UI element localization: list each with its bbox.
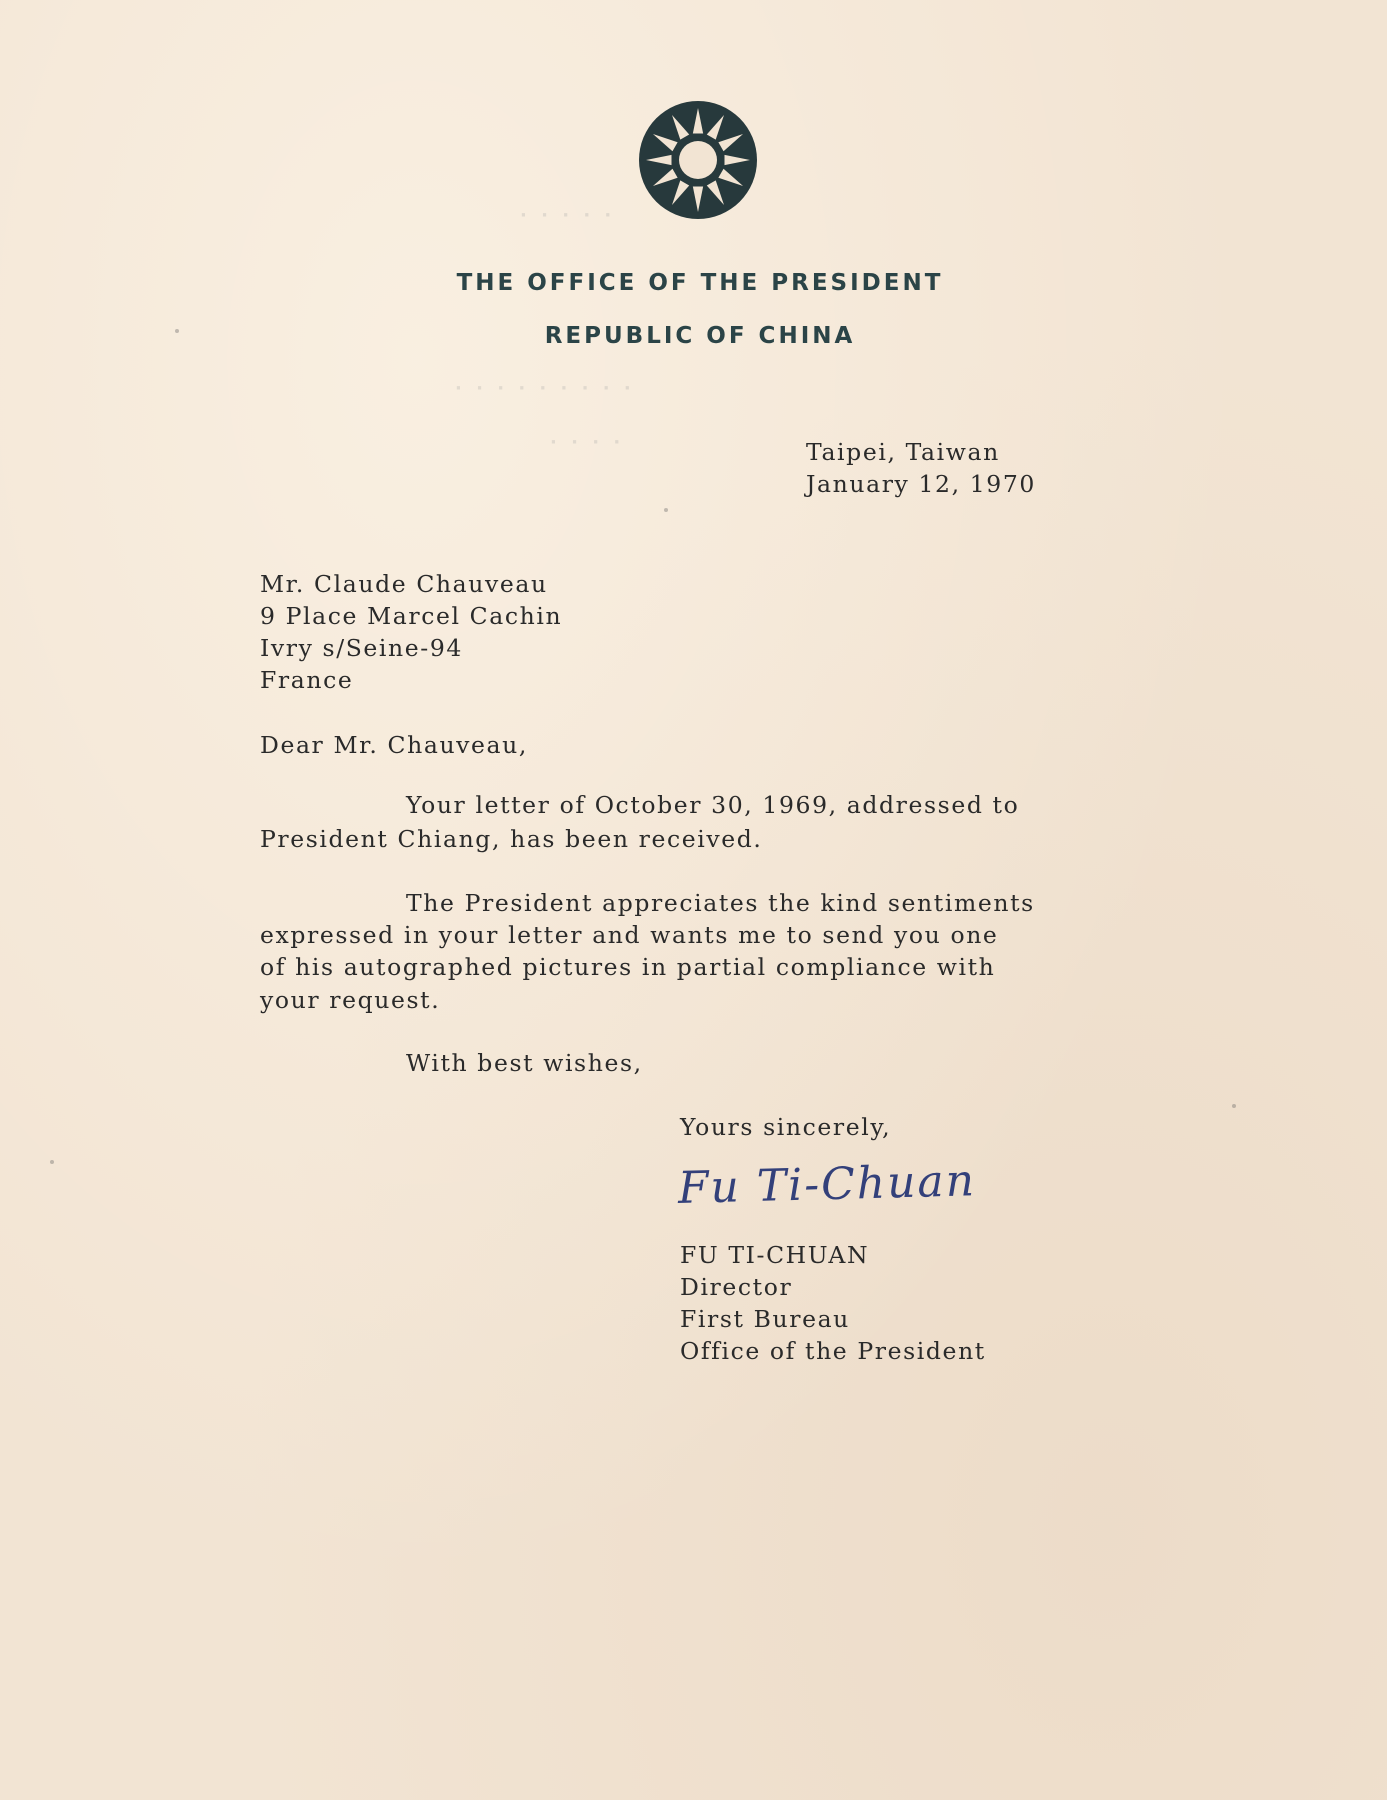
letterhead-country: REPUBLIC OF CHINA <box>544 323 856 349</box>
paper-speck <box>1232 1104 1236 1108</box>
body-paragraph-2-line-1: The President appreciates the kind sentiments <box>406 889 1035 917</box>
paper-speck <box>175 329 179 333</box>
handwritten-signature: Fu Ti-Chuan <box>677 1155 977 1214</box>
date: January 12, 1970 <box>806 470 1036 498</box>
letterhead-office: THE OFFICE OF THE PRESIDENT <box>456 270 944 296</box>
paper-speck <box>50 1160 54 1164</box>
ghost-imprint-1: · · · · · <box>520 205 616 226</box>
recipient-city: Ivry s/Seine-94 <box>260 634 463 662</box>
place: Taipei, Taiwan <box>806 438 1000 466</box>
signatory-title: Director <box>680 1273 793 1301</box>
recipient-name: Mr. Claude Chauveau <box>260 570 548 598</box>
body-paragraph-1-line-1: Your letter of October 30, 1969, addressed to <box>406 791 1020 819</box>
signatory-bureau: First Bureau <box>680 1305 850 1333</box>
ghost-imprint-3: · · · · <box>550 432 625 453</box>
body-paragraph-2-line-3: of his autographed pictures in partial compliance with <box>260 953 996 981</box>
body-paragraph-2-line-2: expressed in your letter and wants me to send you one <box>260 921 999 949</box>
closing-wishes: With best wishes, <box>406 1049 643 1077</box>
ghost-imprint-2: · · · · · · · · · <box>455 378 635 399</box>
signatory-office: Office of the President <box>680 1337 986 1365</box>
recipient-street: 9 Place Marcel Cachin <box>260 602 563 630</box>
salutation: Dear Mr. Chauveau, <box>260 731 528 759</box>
body-paragraph-2-line-4: your request. <box>260 986 441 1014</box>
paper-speck <box>664 508 668 512</box>
body-paragraph-1-line-2: President Chiang, has been received. <box>260 825 763 853</box>
closing-sign-off: Yours sincerely, <box>680 1113 892 1141</box>
white-sun-emblem-icon <box>637 99 759 221</box>
signatory-name: FU TI-CHUAN <box>680 1241 870 1269</box>
recipient-country: France <box>260 666 354 694</box>
